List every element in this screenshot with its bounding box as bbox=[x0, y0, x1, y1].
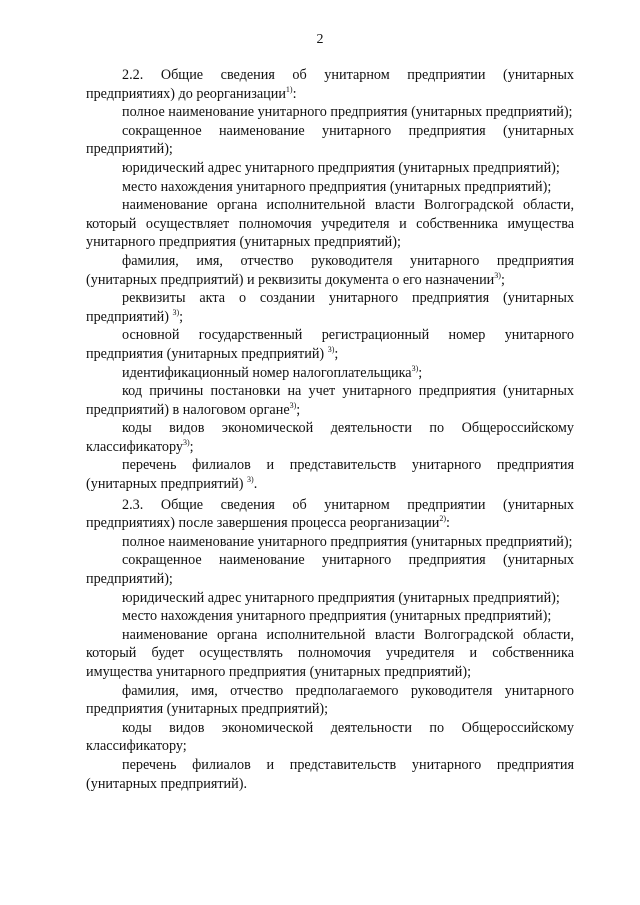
list-item-text: полное наименование унитарного предприятия (унитарных предприятий); bbox=[122, 533, 573, 550]
list-item bbox=[86, 178, 574, 197]
list-item-tail: ; bbox=[296, 401, 301, 418]
list-item-text: идентификационный номер налогоплательщика bbox=[122, 364, 412, 381]
list-item-text: код причины постановки на учет унитарного предприятия (унитарных предприятий) в налоговом органе bbox=[86, 383, 574, 418]
list-item-text: юридический адрес унитарного предприятия (унитарных предприятий); bbox=[122, 589, 560, 606]
list-item bbox=[86, 122, 574, 159]
list-item bbox=[86, 719, 574, 756]
section-heading-text: 2.3. Общие сведения об унитарном предприятии (унитарных предприятиях) после завершения процесса реорганизации bbox=[86, 496, 574, 532]
footnote-mark: 2) bbox=[439, 514, 447, 524]
footnote-mark: 3) bbox=[289, 400, 297, 410]
list-item bbox=[86, 159, 574, 178]
list-item-text: место нахождения унитарного предприятия (унитарных предприятий); bbox=[122, 608, 552, 625]
list-item-text: перечень филиалов и представительств унитарного предприятия (унитарных предприятий) bbox=[86, 457, 574, 493]
footnote-mark: 1) bbox=[285, 84, 293, 94]
list-item-text: сокращенное наименование унитарного предприятия (унитарных предприятий); bbox=[86, 122, 574, 158]
footnote-mark: 3) bbox=[247, 475, 254, 485]
section-heading-text: 2.2. Общие сведения об унитарном предприятии (унитарных предприятиях) до реорганизации bbox=[86, 67, 574, 102]
list-item-text: коды видов экономической деятельности по Общероссийскому классификатору; bbox=[86, 719, 574, 755]
list-item bbox=[86, 364, 574, 383]
list-item bbox=[86, 419, 574, 456]
list-item bbox=[86, 382, 574, 419]
document-body bbox=[86, 66, 574, 793]
list-item bbox=[86, 533, 574, 552]
list-item bbox=[86, 252, 574, 289]
list-item-tail: ; bbox=[500, 271, 505, 288]
list-item-text: место нахождения унитарного предприятия (унитарных предприятий); bbox=[122, 178, 552, 195]
list-item-text: реквизиты акта о создании унитарного предприятия (унитарных предприятий) bbox=[86, 290, 574, 325]
list-item bbox=[86, 607, 574, 626]
footnote-mark: 3) bbox=[327, 344, 335, 354]
footnote-mark: 3) bbox=[411, 363, 419, 373]
list-item-tail: . bbox=[253, 476, 258, 493]
list-item-tail: ; bbox=[418, 364, 423, 381]
list-item-text: коды видов экономической деятельности по Общероссийскому классификатору bbox=[86, 420, 574, 455]
list-item-tail: ; bbox=[179, 308, 184, 325]
list-item-text: полное наименование унитарного предприятия (унитарных предприятий); bbox=[122, 104, 573, 121]
list-item-text: фамилия, имя, отчество предполагаемого руководителя унитарного предприятия (унитарных предприятий); bbox=[86, 682, 574, 718]
footnote-mark: 3) bbox=[172, 307, 180, 317]
list-item-text: фамилия, имя, отчество руководителя унитарного предприятия (унитарных предприятий) и реквизиты документа о его назначении bbox=[86, 252, 574, 288]
list-item bbox=[86, 456, 574, 493]
list-item-tail: ; bbox=[334, 345, 339, 362]
list-item bbox=[86, 682, 574, 719]
list-item-text: юридический адрес унитарного предприятия (унитарных предприятий); bbox=[122, 159, 560, 176]
list-item-text: основной государственный регистрационный номер унитарного предприятия (унитарных предприятий) bbox=[86, 327, 574, 362]
list-item bbox=[86, 551, 574, 588]
list-item bbox=[86, 626, 574, 682]
section-2-3-heading: 2.3. Общие сведения об унитарном предприятии (унитарных предприятиях) после завершения процесса реорганизации$^{2)}$: bbox=[86, 496, 574, 532]
section-2-2-heading: 2.2. Общие сведения об унитарном предприятии (унитарных предприятиях) до реорганизации$^{1)}$: bbox=[86, 67, 574, 102]
page-number: 2 bbox=[316, 32, 324, 47]
list-item-text: сокращенное наименование унитарного предприятия (унитарных предприятий); bbox=[86, 552, 574, 588]
list-item bbox=[86, 589, 574, 608]
list-item bbox=[86, 289, 574, 326]
footnote-mark: 3) bbox=[494, 270, 501, 280]
list-item-text: наименование органа исполнительной власти Волгоградской области, который осуществляет полномочия учредителя и собственника имущества унитарного предприятия (унитарных предприятий); bbox=[86, 197, 574, 251]
list-item bbox=[86, 103, 574, 122]
list-item bbox=[86, 756, 574, 793]
list-item-tail: ; bbox=[189, 438, 194, 455]
list-item-text: наименование органа исполнительной власти Волгоградской области, который будет осуществлять полномочия учредителя и собственника имущества унитарного предприятия (унитарных предприятий); bbox=[86, 626, 574, 680]
footnote-mark: 3) bbox=[182, 437, 190, 447]
list-item bbox=[86, 196, 574, 252]
list-item bbox=[86, 326, 574, 363]
list-item-text: перечень филиалов и представительств унитарного предприятия (унитарных предприятий). bbox=[86, 756, 574, 792]
